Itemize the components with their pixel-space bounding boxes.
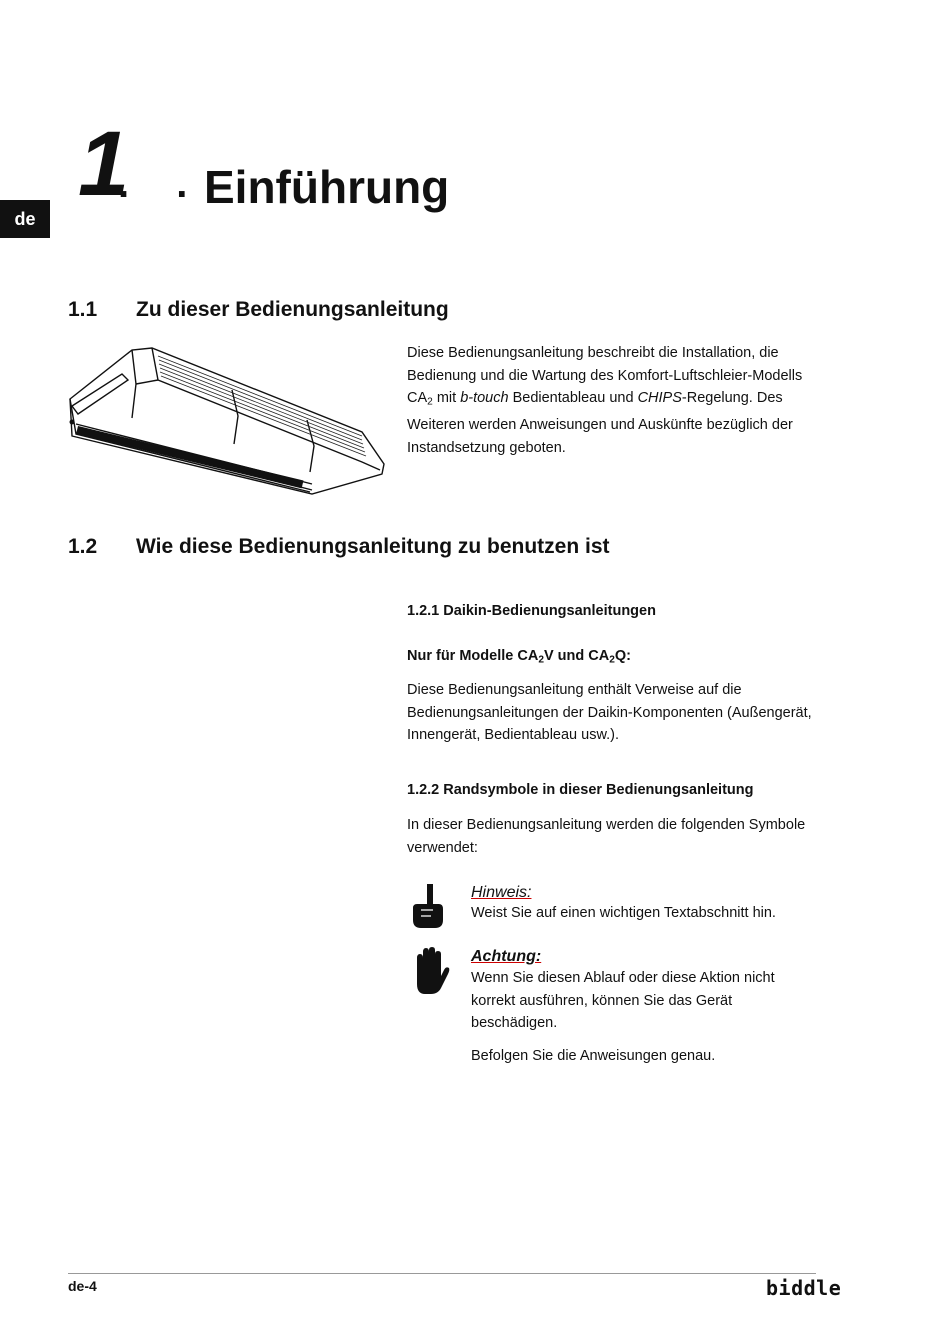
models-sub-2: 2 [609, 654, 615, 666]
chapter-dots: . . [118, 162, 206, 206]
ca-subscript: 2 [427, 396, 433, 408]
caution-title: Achtung: [471, 948, 542, 965]
section-1-2-2-heading: 1.2.2 Randsymbole in dieser Bedienungsanleitung [407, 782, 754, 798]
stop-hand-icon [409, 946, 451, 996]
caution-text [471, 967, 831, 1067]
bedien-text: Bedientableau und [508, 390, 638, 407]
section-1-2-1-line-3: Innengerät, Bedientableau usw.). [407, 727, 620, 744]
section-1-1-line-3 [407, 387, 827, 414]
section-1-2-1-line-2: Bedienungsanleitungen der Daikin-Komponenten (Außengerät, [407, 704, 812, 721]
caution-line-1: Wenn Sie diesen Ablauf oder diese Aktion nicht [471, 970, 775, 986]
section-1-2-1-heading: 1.2.1 Daikin-Bedienungsanleitungen [407, 603, 656, 619]
section-1-1-line-4: Weiteren werden Anweisungen und Auskünfte bezüglich der [407, 417, 793, 434]
hint-text: Weist Sie auf einen wichtigen Textabschnitt hin. [471, 905, 776, 921]
ca-label: CA [407, 390, 428, 407]
section-1-1-text [407, 342, 827, 460]
chips-text: CHIPS [637, 390, 682, 407]
chapter-number: 1 [78, 113, 130, 215]
models-label-c: Q: [614, 648, 631, 664]
pointing-hand-icon [409, 882, 445, 930]
models-label-b: V und CA [543, 648, 610, 664]
caution-line-4: Befolgen Sie die Anweisungen genau. [471, 1047, 716, 1064]
chapter-title: Einführung [204, 161, 450, 213]
caution-line-2: korrekt ausführen, können Sie das Gerät [471, 992, 733, 1009]
section-1-1-line-1: Diese Bedienungsanleitung beschreibt die Installation, die [407, 345, 779, 361]
section-1-2-2-line-1: In dieser Bedienungsanleitung werden die folgenden Symbole [407, 817, 806, 833]
page-number: de-4 [68, 1278, 97, 1294]
section-1-2-1-line-1: Diese Bedienungsanleitung enthält Verweise auf die [407, 682, 742, 698]
air-curtain-illustration [62, 344, 388, 500]
models-sub-1: 2 [538, 654, 544, 666]
section-1-1-title: Zu dieser Bedienungsanleitung [136, 298, 449, 321]
section-1-2-2-text [407, 814, 827, 859]
models-label-a: Nur für Modelle CA [407, 648, 539, 664]
section-1-1-number: 1.1 [68, 298, 98, 321]
section-1-1-line-5: Instandsetzung geboten. [407, 439, 566, 456]
regelung-text: -Regelung. Des [681, 390, 783, 407]
mit-text: mit [432, 390, 461, 407]
btouch-text: b-touch [460, 390, 509, 407]
biddle-logo: biddle [766, 1276, 842, 1300]
section-1-1-line-2: Bedienung und die Wartung des Komfort-Luftschleier-Modells [407, 367, 803, 384]
models-label [407, 648, 631, 666]
section-1-2-1-text [407, 679, 827, 747]
section-1-2-number: 1.2 [68, 535, 98, 558]
footer-divider [68, 1273, 816, 1274]
language-tab: de [0, 200, 50, 238]
caution-line-3: beschädigen. [471, 1015, 558, 1032]
hint-title: Hinweis: [471, 884, 532, 901]
section-1-2-title: Wie diese Bedienungsanleitung zu benutzen ist [136, 535, 610, 558]
section-1-2-2-line-2: verwendet: [407, 839, 478, 856]
